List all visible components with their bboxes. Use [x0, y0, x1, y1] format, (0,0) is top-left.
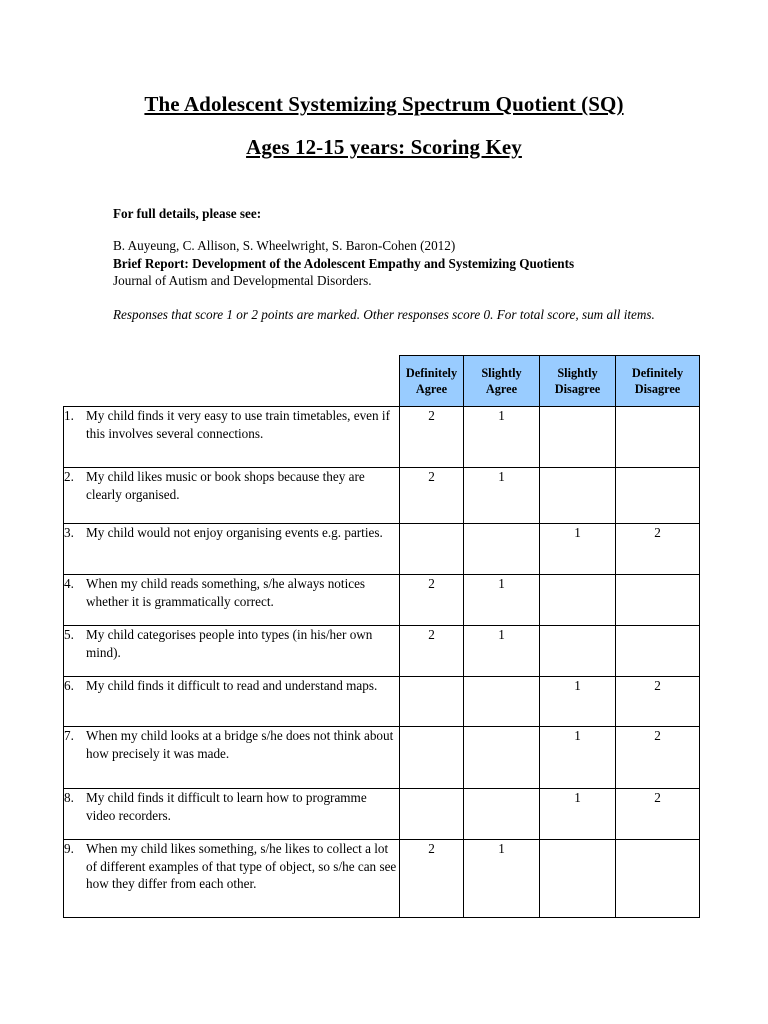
- header-blank-cell: [64, 356, 400, 407]
- score-slightly-disagree: [540, 407, 616, 468]
- score-slightly-agree: 1: [464, 468, 540, 524]
- table-row: [64, 789, 700, 840]
- item-cell: [64, 789, 400, 840]
- score-slightly-disagree: [540, 468, 616, 524]
- score-definitely-disagree: [616, 840, 700, 918]
- score-slightly-agree: [464, 677, 540, 727]
- score-slightly-disagree: [540, 575, 616, 626]
- score-definitely-disagree: [616, 468, 700, 524]
- score-definitely-agree: 2: [400, 468, 464, 524]
- score-slightly-agree: [464, 789, 540, 840]
- score-definitely-disagree: 2: [616, 677, 700, 727]
- item-cell: [64, 727, 400, 789]
- item-cell: [64, 840, 400, 918]
- score-slightly-agree: 1: [464, 840, 540, 918]
- item-cell: [64, 468, 400, 524]
- instructions-text: Responses that score 1 or 2 points are marked. Other responses score 0. For total score, sum all items.: [113, 307, 655, 322]
- score-slightly-agree: 1: [464, 626, 540, 677]
- item-text: My child categorises people into types (in his/her own mind).: [86, 627, 373, 660]
- item-text: My child finds it difficult to read and understand maps.: [86, 678, 378, 693]
- table-row: [64, 727, 700, 789]
- item-cell: [64, 626, 400, 677]
- item-number: 2.: [64, 469, 74, 484]
- reference-journal: Journal of Autism and Developmental Disorders.: [113, 273, 372, 288]
- reference-label: Brief Report:: [113, 256, 189, 271]
- table-row: [64, 575, 700, 626]
- table-row: [64, 626, 700, 677]
- scoring-table: [63, 355, 700, 918]
- item-text: When my child reads something, s/he always notices whether it is grammatically correct.: [86, 576, 366, 609]
- score-definitely-agree: [400, 677, 464, 727]
- score-slightly-agree: [464, 524, 540, 575]
- score-definitely-agree: 2: [400, 840, 464, 918]
- reference-authors: B. Auyeung, C. Allison, S. Wheelwright, S. Baron-Cohen (2012): [113, 238, 456, 253]
- score-definitely-agree: [400, 789, 464, 840]
- reference-article: [113, 256, 574, 272]
- reference-intro: For full details, please see:: [113, 206, 262, 221]
- score-definitely-disagree: 2: [616, 524, 700, 575]
- item-text: My child likes music or book shops because they are clearly organised.: [86, 469, 365, 502]
- item-number: 3.: [64, 525, 74, 540]
- score-definitely-disagree: 2: [616, 789, 700, 840]
- item-text: When my child likes something, s/he likes to collect a lot of different examples of that type of object, so s/he can see how they differ from each other.: [86, 841, 397, 892]
- header-slightly-agree: Slightly Agree: [464, 356, 540, 407]
- score-slightly-agree: 1: [464, 575, 540, 626]
- score-definitely-agree: 2: [400, 575, 464, 626]
- item-text: My child finds it difficult to learn how to programme video recorders.: [86, 790, 367, 823]
- item-text: My child finds it very easy to use train timetables, even if this involves several connections.: [86, 408, 390, 441]
- item-number: 5.: [64, 627, 74, 642]
- score-definitely-disagree: 2: [616, 727, 700, 789]
- score-definitely-disagree: [616, 407, 700, 468]
- score-definitely-agree: 2: [400, 407, 464, 468]
- item-number: 9.: [64, 841, 74, 856]
- table-row: [64, 840, 700, 918]
- table-row: [64, 468, 700, 524]
- score-slightly-disagree: 1: [540, 727, 616, 789]
- header-definitely-disagree: Definitely Disagree: [616, 356, 700, 407]
- item-text: My child would not enjoy organising events e.g. parties.: [86, 525, 383, 540]
- header-definitely-agree: Definitely Agree: [400, 356, 464, 407]
- item-cell: [64, 524, 400, 575]
- header-row: [64, 356, 700, 407]
- score-slightly-agree: 1: [464, 407, 540, 468]
- score-slightly-disagree: [540, 626, 616, 677]
- page-title: The Adolescent Systemizing Spectrum Quotient (SQ): [144, 92, 624, 116]
- score-definitely-disagree: [616, 575, 700, 626]
- item-cell: [64, 575, 400, 626]
- item-text: When my child looks at a bridge s/he does not think about how precisely it was made.: [86, 728, 394, 761]
- score-slightly-disagree: 1: [540, 677, 616, 727]
- page-subtitle: Ages 12-15 years: Scoring Key: [246, 135, 522, 159]
- item-number: 1.: [64, 408, 74, 423]
- score-definitely-disagree: [616, 626, 700, 677]
- item-number: 6.: [64, 678, 74, 693]
- score-definitely-agree: [400, 524, 464, 575]
- item-cell: [64, 407, 400, 468]
- score-slightly-disagree: [540, 840, 616, 918]
- score-slightly-disagree: 1: [540, 789, 616, 840]
- reference-article-title: Development of the Adolescent Empathy and Systemizing Quotients: [188, 256, 575, 271]
- item-number: 4.: [64, 576, 74, 591]
- score-definitely-agree: 2: [400, 626, 464, 677]
- table-row: [64, 677, 700, 727]
- score-slightly-agree: [464, 727, 540, 789]
- item-cell: [64, 677, 400, 727]
- item-number: 7.: [64, 728, 74, 743]
- table-row: [64, 524, 700, 575]
- table-row: [64, 407, 700, 468]
- header-slightly-disagree: Slightly Disagree: [540, 356, 616, 407]
- score-slightly-disagree: 1: [540, 524, 616, 575]
- score-definitely-agree: [400, 727, 464, 789]
- item-number: 8.: [64, 790, 74, 805]
